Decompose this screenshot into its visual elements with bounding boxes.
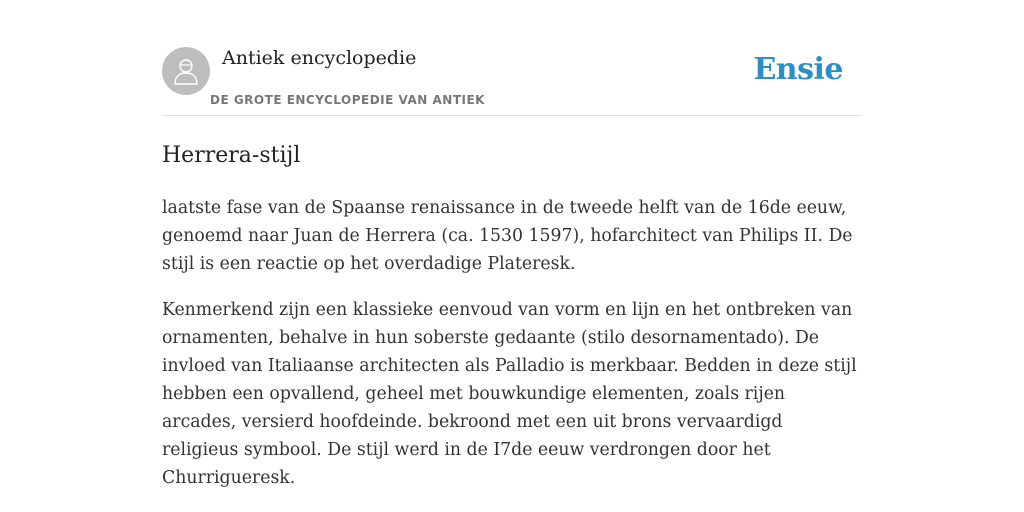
- article-title: Herrera-stijl: [162, 143, 301, 168]
- brand-logo[interactable]: Ensie: [753, 52, 843, 87]
- article-paragraph: Kenmerkend zijn een klassieke eenvoud van vorm en lijn en het ontbreken van ornamenten, behalve in hun soberste gedaante (stilo desornamentado). De invloed van Italiaanse architecten als Palladio is merkbaar. Bedden in deze stijl hebben een opvallend, geheel met bouwkundige elementen, zoals rijen arcades, versierd hoofdeinde. bekroond met een uit brons vervaardigd religieus symbool. De stijl werd in de I7de eeuw verdrongen door het Churrigueresk.: [162, 300, 857, 488]
- entry-header: [162, 40, 862, 116]
- book-subtitle: DE GROTE ENCYCLOPEDIE VAN ANTIEK: [210, 93, 485, 107]
- avatar[interactable]: [162, 47, 210, 95]
- entry-card: [162, 40, 862, 492]
- article-paragraph: laatste fase van de Spaanse renaissance in de tweede helft van de 16de eeuw, genoemd naar Juan de Herrera (ca. 1530 1597), hofarchitect van Philips II. De stijl is een reactie op het overdadige Plateresk.: [162, 198, 853, 274]
- user-icon: [173, 57, 199, 85]
- book-title[interactable]: Antiek encyclopedie: [222, 47, 417, 69]
